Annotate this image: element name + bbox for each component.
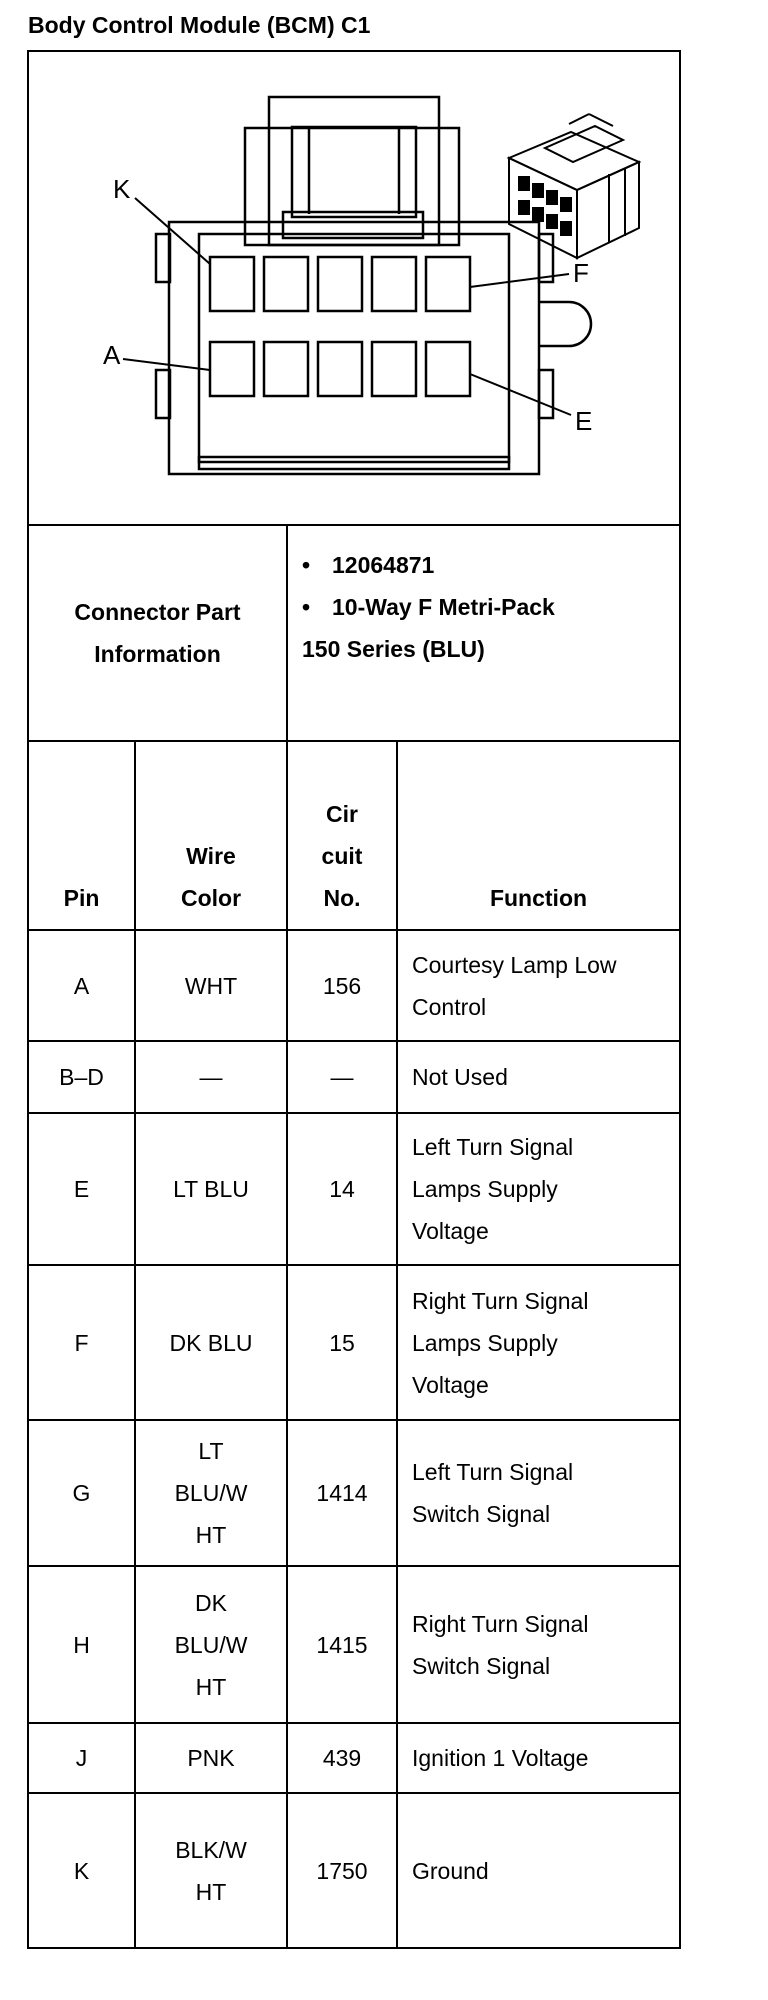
cell-wire-color: DK BLU (135, 1265, 287, 1420)
table-row (28, 1113, 680, 1265)
table-row (28, 1723, 680, 1793)
connector-part-label (28, 525, 287, 741)
cell-circuit: — (287, 1041, 397, 1113)
cell-wire-color: PNK (135, 1723, 287, 1793)
cell-circuit: 439 (287, 1723, 397, 1793)
cell-pin: B–D (28, 1041, 135, 1113)
cavity-g (372, 257, 416, 311)
cell-pin: A (28, 930, 135, 1041)
cell-circuit: 15 (287, 1265, 397, 1420)
table-row (28, 930, 680, 1041)
table-row (28, 1566, 680, 1723)
cell-pin: K (28, 1793, 135, 1948)
part-number: 12064871 (332, 552, 435, 578)
connector-part-label-line2: Information (94, 641, 221, 667)
cell-function: Right Turn Signal Lamps Supply Voltage (397, 1265, 680, 1420)
cell-function: Not Used (397, 1041, 680, 1113)
header-circuit-no: Cir cuit No. (287, 741, 397, 930)
table-row (28, 1265, 680, 1420)
callout-k: K (113, 174, 131, 204)
cell-circuit: 1750 (287, 1793, 397, 1948)
connector-diagram-cell (28, 51, 680, 525)
header-wire-color: Wire Color (135, 741, 287, 930)
table-row (28, 1041, 680, 1113)
cavity-k (210, 257, 254, 311)
cell-wire-color: LT BLU/W HT (135, 1420, 287, 1566)
cavity-b (264, 342, 308, 396)
cell-function: Right Turn Signal Switch Signal (397, 1566, 680, 1723)
table-header-row (28, 741, 680, 930)
cell-function: Ignition 1 Voltage (397, 1723, 680, 1793)
cell-circuit: 156 (287, 930, 397, 1041)
cavity-h (318, 257, 362, 311)
table-row (28, 1793, 680, 1948)
pin-cavities (210, 257, 470, 396)
latch-housing (245, 128, 459, 245)
callout-f: F (573, 258, 589, 288)
cell-wire-color: BLK/W HT (135, 1793, 287, 1948)
table-row (28, 1420, 680, 1566)
cavity-d (372, 342, 416, 396)
connector-series: 150 Series (BLU) (302, 636, 485, 662)
cavity-a (210, 342, 254, 396)
cell-pin: F (28, 1265, 135, 1420)
header-function: Function (397, 741, 680, 930)
cell-circuit: 1415 (287, 1566, 397, 1723)
cell-wire-color: — (135, 1041, 287, 1113)
cell-pin: E (28, 1113, 135, 1265)
callout-a: A (103, 340, 121, 370)
cell-function: Left Turn Signal Lamps Supply Voltage (397, 1113, 680, 1265)
cavity-j (264, 257, 308, 311)
cavity-c (318, 342, 362, 396)
cell-pin: J (28, 1723, 135, 1793)
cavity-f (426, 257, 470, 311)
connector-isometric-view (509, 114, 639, 258)
cell-circuit: 14 (287, 1113, 397, 1265)
cell-pin: H (28, 1566, 135, 1723)
connector-table (27, 50, 681, 1949)
connector-type-item: • 10-Way F Metri-Pack (302, 594, 555, 620)
connector-part-info (287, 525, 680, 741)
part-number-item: • 12064871 (302, 552, 435, 578)
callout-e: E (575, 406, 593, 436)
connector-part-label-line1: Connector Part (74, 599, 241, 625)
cell-circuit: 1414 (287, 1420, 397, 1566)
side-tab (539, 302, 591, 346)
cell-function: Left Turn Signal Switch Signal (397, 1420, 680, 1566)
cell-function: Courtesy Lamp Low Control (397, 930, 680, 1041)
cell-wire-color: LT BLU (135, 1113, 287, 1265)
cell-wire-color: DK BLU/W HT (135, 1566, 287, 1723)
header-pin: Pin (28, 741, 135, 930)
cavity-e (426, 342, 470, 396)
connector-diagram (29, 52, 677, 524)
page-title: Body Control Module (BCM) C1 (28, 12, 371, 38)
cell-wire-color: WHT (135, 930, 287, 1041)
connector-type: 10-Way F Metri-Pack (332, 594, 555, 620)
cell-function: Ground (397, 1793, 680, 1948)
cell-pin: G (28, 1420, 135, 1566)
